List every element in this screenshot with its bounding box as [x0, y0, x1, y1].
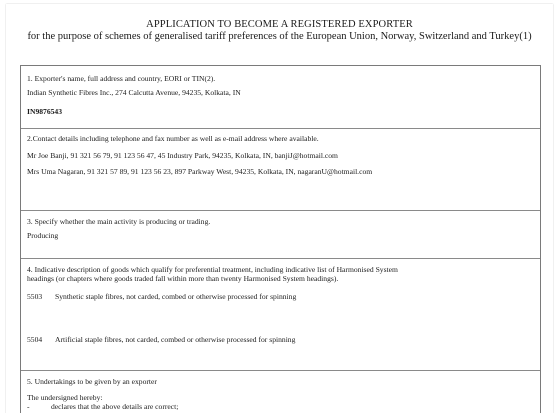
box-exporter-details	[21, 66, 540, 129]
box-main-activity	[21, 211, 540, 259]
undertaking-text: declares that the above details are correct;	[51, 402, 179, 411]
box-4-heading-line-2: headings (or chapters where goods traded fall within more than twenty Harmonised System headings).	[27, 274, 339, 283]
undertakings-intro: The undersigned hereby:	[27, 393, 103, 402]
box-4-heading-line-1: 4. Indicative description of goods which qualify for preferential treatment, including indicative list of Harmonised System	[27, 265, 398, 274]
bullet: -	[27, 402, 30, 411]
document-title: APPLICATION TO BECOME A REGISTERED EXPORTER	[146, 19, 413, 30]
contact-line: Mr Joe Banji, 91 321 56 79, 91 123 56 47, 45 Industry Park, 94235, Kolkata, IN, banjiJ@hotmail.com	[27, 151, 338, 160]
application-form	[20, 65, 541, 413]
goods-description: Synthetic staple fibres, not carded, combed or otherwise processed for spinning	[55, 292, 297, 301]
goods-description: Artificial staple fibres, not carded, combed or otherwise processed for spinning	[55, 335, 296, 344]
goods-row	[27, 292, 296, 302]
box-contact-details	[21, 129, 540, 211]
box-goods-description	[21, 259, 540, 371]
box-1-heading: 1. Exporter's name, full address and country, EORI or TIN(2).	[27, 74, 216, 83]
box-2-heading: 2.Contact details including telephone and fax number as well as e-mail address where available.	[27, 134, 319, 143]
exporter-address: Indian Synthetic Fibres Inc., 274 Calcutta Avenue, 94235, Kolkata, IN	[27, 88, 241, 97]
hs-code: 5504	[27, 335, 43, 344]
document-page	[6, 4, 553, 413]
hs-code: 5503	[27, 292, 43, 301]
goods-row	[27, 335, 295, 345]
document-subtitle: for the purpose of schemes of generalised tariff preferences of the European Union, Norway, Switzerland and Turkey(1)	[27, 31, 532, 42]
box-3-heading: 3. Specify whether the main activity is producing or trading.	[27, 217, 211, 226]
contact-line: Mrs Uma Nagaran, 91 321 57 89, 91 123 56 23, 897 Parkway West, 94235, Kolkata, IN, nagaranU@hotmail.com	[27, 167, 373, 176]
exporter-id: IN9876543	[27, 107, 63, 116]
main-activity-value: Producing	[27, 231, 59, 240]
box-5-heading: 5. Undertakings to be given by an exporter	[27, 377, 157, 386]
document-header	[6, 18, 553, 43]
undertaking-item	[27, 402, 178, 412]
box-undertakings	[21, 371, 540, 413]
